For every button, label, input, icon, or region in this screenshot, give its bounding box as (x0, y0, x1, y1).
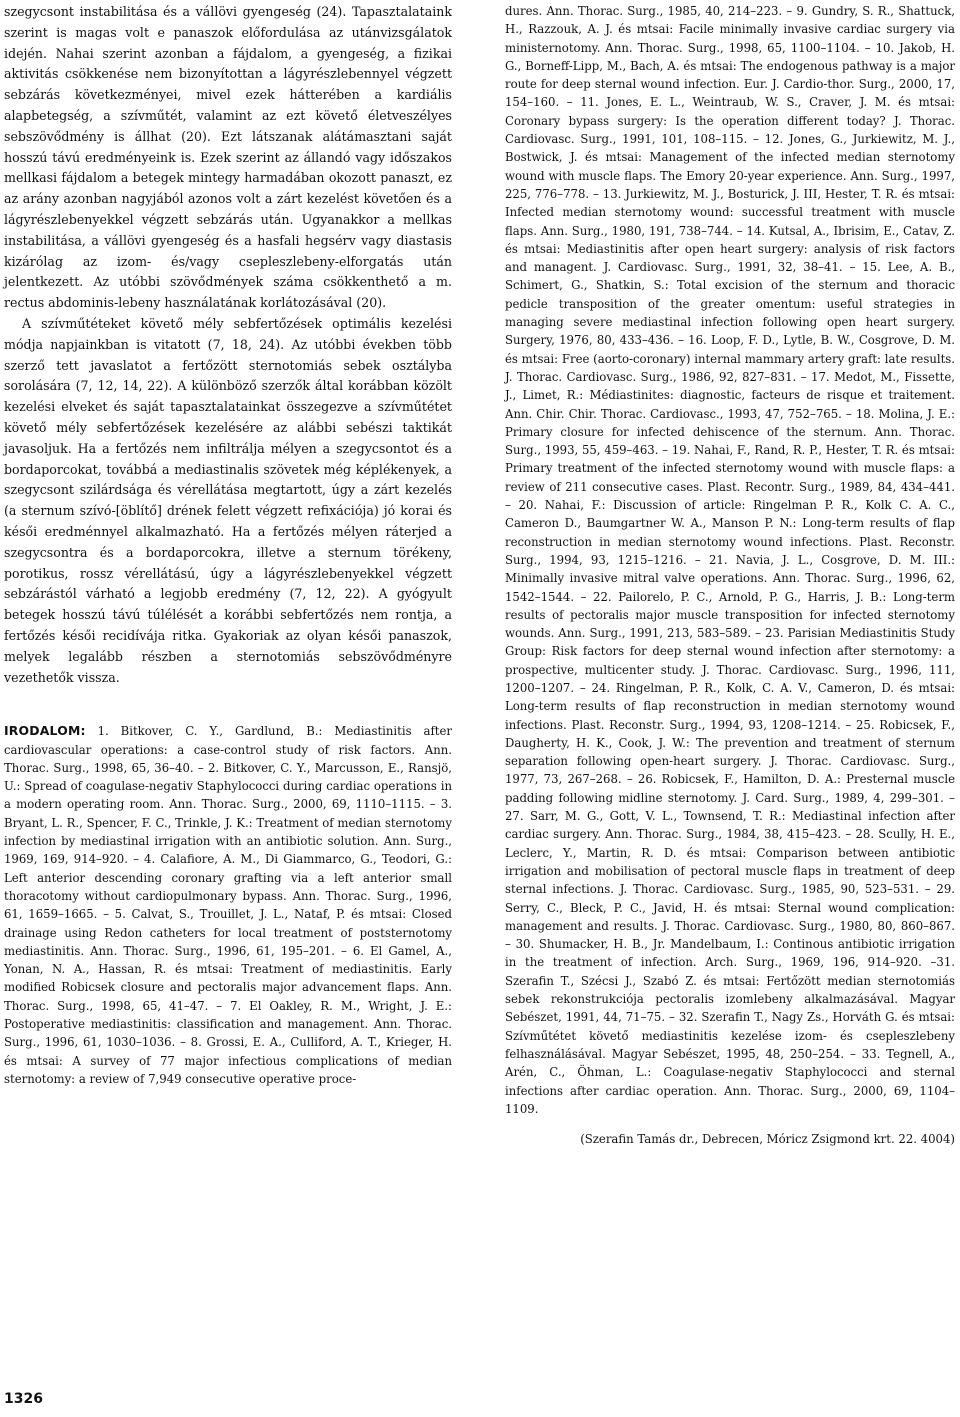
references-heading: IRODALOM: (4, 723, 86, 739)
body-paragraph-2: A szívműtéteket követő mély sebfertőzések optimális kezelési módja napjainkban is vitatott (7, 18, 24). Az utóbbi években több szerző tett javaslatot a fertőzött sternotomiás sebek osztályba sorolására (7, 12, 14, 22). A különböző szerzők által korábban közölt kezelési elveket és saját tapasztalatainkat összegezve a szívműtétet követő mély sebfertőzések kezelésére az alábbi sebészi taktikát javasoljuk. Ha a fertőzés nem infiltrálja mélyen a szegycsontot és a bordaporcokat, továbbá a mediastinalis szövetek még képlékenyek, a szegycsont szilárdsága és vérellátása megtartott, úgy a zárt kezelés (a sternum szívó-[öblítő] drének felett végzett refixációja) jó korai és késői eredménnyel alkalmazható. Ha a fertőzés mélyen ráterjed a szegycsontra és a bordaporcokra, illetve a sternum törékeny, porotikus, rossz vérellátású, úgy a lágyrészlebenyekkel végzett sebzárástól várható a legjobb eredmény (7, 12, 22). A gyógyult betegek hosszú távú túlélését a korábbi sebfertőzés nem rontja, a fertőzés késői recidívája ritka. Gyakoriak az olyan késői panaszok, melyek legalább részben a sternotomiás sebszövődményre vezethetők vissza. (4, 315, 452, 685)
page-number: 1326 (4, 1391, 43, 1407)
body-paragraph-1: szegycsont instabilitása és a vállövi gyengeség (24). Tapasztalataink szerint is magas volt e panaszok előfordulása az utánvizsgálatok idején. Nahai szerint azonban a fájdalom, a gyengeség, a fizikai aktivitás csökkenése nem bizonyítottan a lágyrészlebennyel végzett sebzárás következményei, mivel ezek hátterében a kardiális alapbetegség, a szívműtét, valamint az ezt követő életveszélyes sebszövődmény is állhat (20). Ezt látszanak alátámasztani saját hosszú távú eredményeink is. Ezek szerint az állandó vagy időszakos mellkasi fájdalom a betegek mintegy harmadában okozott panaszt, ez az arány azonban nagyjából azonos volt a zárt kezelést követően és a lágyrészlebenyekkel végzett sebzárás után. Ugyanakkor a mellkas instabilitása, a vállövi gyengeség és a hasfali hegsérv vagy diastasis kizárólag az izom- és/vagy csepleszlebeny-elforgatás után jelentkezett. Az utóbbi szövődmények száma csökkenthető a m. rectus abdominis-lebeny használatának korlátozásával (20). (4, 4, 452, 311)
author-address: (Szerafin Tamás dr., Debrecen, Móricz Zsigmond krt. 22. 4004) (580, 1132, 955, 1147)
references-list-part-1: 1. Bitkover, C. Y., Gardlund, B.: Mediastinitis after cardiovascular operations: a case-control study of risk factors. Ann. Thorac. Surg., 1998, 65, 36–40. – 2. Bitkover, C. Y., Marcusson, E., Ransjö, U.: Spread of coagulase-negativ Staphylococci during cardiac operations in a modern operating room. Ann. Thorac. Surg., 2000, 69, 1110–1115. – 3. Bryant, L. R., Spencer, F. C., Trinkle, J. K.: Treatment of median sternotomy infection by mediastinal irrigation with an antibiotic solution. Ann. Surg., 1969, 169, 914–920. – 4. Calafiore, A. M., Di Giammarco, G., Teodori, G.: Left anterior descending coronary grafting via a left anterior small thoracotomy without cardiopulmonary bypass. Ann. Thorac. Surg., 1996, 61, 1659–1665. – 5. Calvat, S., Trouillet, J. L., Nataf, P. és mtsai: Closed drainage using Redon catheters for local treatment of poststernotomy mediastinitis. Ann. Thorac. Surg., 1996, 61, 195–201. – 6. El Gamel, A., Yonan, N. A., Hassan, R. és mtsai: Treatment of mediastinitis. Early modified Robicsek closure and pectoralis major advancement flaps. Ann. Thorac. Surg., 1998, 65, 41–47. – 7. El Oakley, R. M., Wright, J. E.: Postoperative mediastinitis: classification and management. Ann. Thorac. Surg., 1996, 61, 1030–1036. – 8. Grossi, E. A., Culliford, A. T., Krieger, H. és mtsai: A survey of 77 major infectious complications of median sternotomy: a review of 7,949 consecutive operative proce- (4, 724, 452, 1086)
left-column (4, 2, 452, 1088)
references-list-part-2: dures. Ann. Thorac. Surg., 1985, 40, 214–223. – 9. Gundry, S. R., Shattuck, H., Razzouk, A. J. és mtsai: Facile minimally invasive cardiac surgery via ministernotomy. Ann. Thorac. Surg., 1998, 65, 1100–1104. – 10. Jakob, H. G., Borneff-Lipp, M., Bach, A. és mtsai: The endogenous pathway is a major route for deep sternal wound infection. Eur. J. Cardio-thor. Surg., 2000, 17, 154–160. – 11. Jones, E. L., Weintraub, W. S., Craver, J. M. és mtsai: Coronary bypass surgery: Is the operation different today? J. Thorac. Cardiovasc. Surg., 1991, 101, 108–115. – 12. Jones, G., Jurkiewitz, M. J., Bostwick, J. és mtsai: Management of the infected median sternotomy wound with muscle flaps. The Emory 20-year experience. Ann. Surg., 1997, 225, 776–778. – 13. Jurkiewitz, M. J., Bosturick, J. III, Hester, T. R. és mtsai: Infected median sternotomy wound: successful treatment with muscle flaps. Ann. Surg., 1980, 191, 738–744. – 14. Kutsal, A., Ibrisim, E., Catav, Z. és mtsai: Mediastinitis after open heart surgery: analysis of risk factors and managent. J. Cardiovasc. Surg., 1991, 32, 38–41. – 15. Lee, A. B., Schimert, G., Shatkin, S.: Total excision of the sternum and thoracic pedicle transposition of the greater omentum: useful strategies in managing severe mediastinal infection following open heart surgery. Surgery, 1976, 80, 433–436. – 16. Loop, F. D., Lytle, B. W., Cosgrove, D. M. és mtsai: Free (aorto-coronary) internal mammary artery graft: late results. J. Thorac. Cardiovasc. Surg., 1986, 92, 827–831. – 17. Medot, M., Fissette, J., Limet, R.: Médiastinites: diagnostic, facteurs de risque et traitement. Ann. Chir. Chir. Thorac. Cardiovasc., 1993, 47, 752–765. – 18. Molina, J. E.: Primary closure for infected dehiscence of the sternum. Ann. Thorac. Surg., 1993, 55, 459–463. – 19. Nahai, F., Rand, R. P., Hester, T. R. és mtsai: Primary treatment of the infected sternotomy wound with muscle flaps: a review of 211 consecutive cases. Plast. Recontr. Surg., 1989, 84, 434–441. – 20. Nahai, F.: Discussion of article: Ringelman P. R., Kolk C. A. C., Cameron D., Baumgartner W. A., Manson P. N.: Long-term results of flap reconstruction in median sternotomy wound infections. Plast. Reconstr. Surg., 1994, 93, 1215–1216. – 21. Navia, J. L., Cosgrove, D. M. III.: Minimally invasive mitral valve operations. Ann. Thorac. Surg., 1996, 62, 1542–1544. – 22. Pailorelo, P. C., Arnold, P. G., Harris, J. B.: Long-term results of pectoralis major muscle transposition for infected sternotomy wounds. Ann. Surg., 1991, 213, 583–589. – 23. Parisian Mediastinitis Study Group: Risk factors for deep sternal wound infection after sternotomy: a prospective, multicenter study. J. Thorac. Cardiovasc. Surg., 1996, 111, 1200–1207. – 24. Ringelman, P. R., Kolk, C. A. V., Cameron, D. és mtsai: Long-term results of flap reconstruction in median sternotomy wound infections. Plast. Reconstr. Surg., 1994, 93, 1208–1214. – 25. Robicsek, F., Daugherty, H. K., Cook, J. W.: The prevention and treatment of sternum separation following open-heart surgery. J. Thorac. Cardiovasc. Surg., 1977, 73, 267–268. – 26. Robicsek, F., Hamilton, D. A.: Presternal muscle padding following midline sternotomy. J. Card. Surg., 1989, 4, 299–301. – 27. Sarr, M. G., Gott, V. L., Townsend, T. R.: Mediastinal infection after cardiac surgery. Ann. Thorac. Surg., 1984, 38, 415–423. – 28. Scully, H. E., Leclerc, Y., Martin, R. D. és mtsai: Comparison between antibiotic irrigation and mobilisation of pectoral muscle flaps in treatment of deep sternal infections. J. Thorac. Cardiovasc. Surg., 1985, 90, 523–531. – 29. Serry, C., Bleck, P. C., Javid, H. és mtsai: Sternal wound complication: management and results. J. Thorac. Cardiovasc. Surg., 1980, 80, 860–867. – 30. Shumacker, H. B., Jr. Mandelbaum, I.: Continous antibiotic irrigation in the treatment of infection. Arch. Surg., 1969, 196, 914–920. –31. Szerafin T., Szécsi J., Szabó Z. és mtsai: Fertőzött median sternotomiás sebek rekonstrukciója pectoralis izomlebeny alkalmazásával. Magyar Sebészet, 1991, 44, 71–75. – 32. Szerafin T., Nagy Zs., Horváth G. és mtsai: Szívműtétet követő mediastinitis kezelése izom- és csepleszlebeny felhasználásával. Magyar Sebészet, 1995, 48, 250–254. – 33. Tegnell, A., Arén, C., Öhman, L.: Coagulase-negativ Staphylococci and sternal infections after cardiac operation. Ann. Thorac. Surg., 2000, 69, 1104–1109. (505, 4, 955, 1116)
right-column (505, 2, 955, 1148)
references-section (4, 722, 452, 1088)
